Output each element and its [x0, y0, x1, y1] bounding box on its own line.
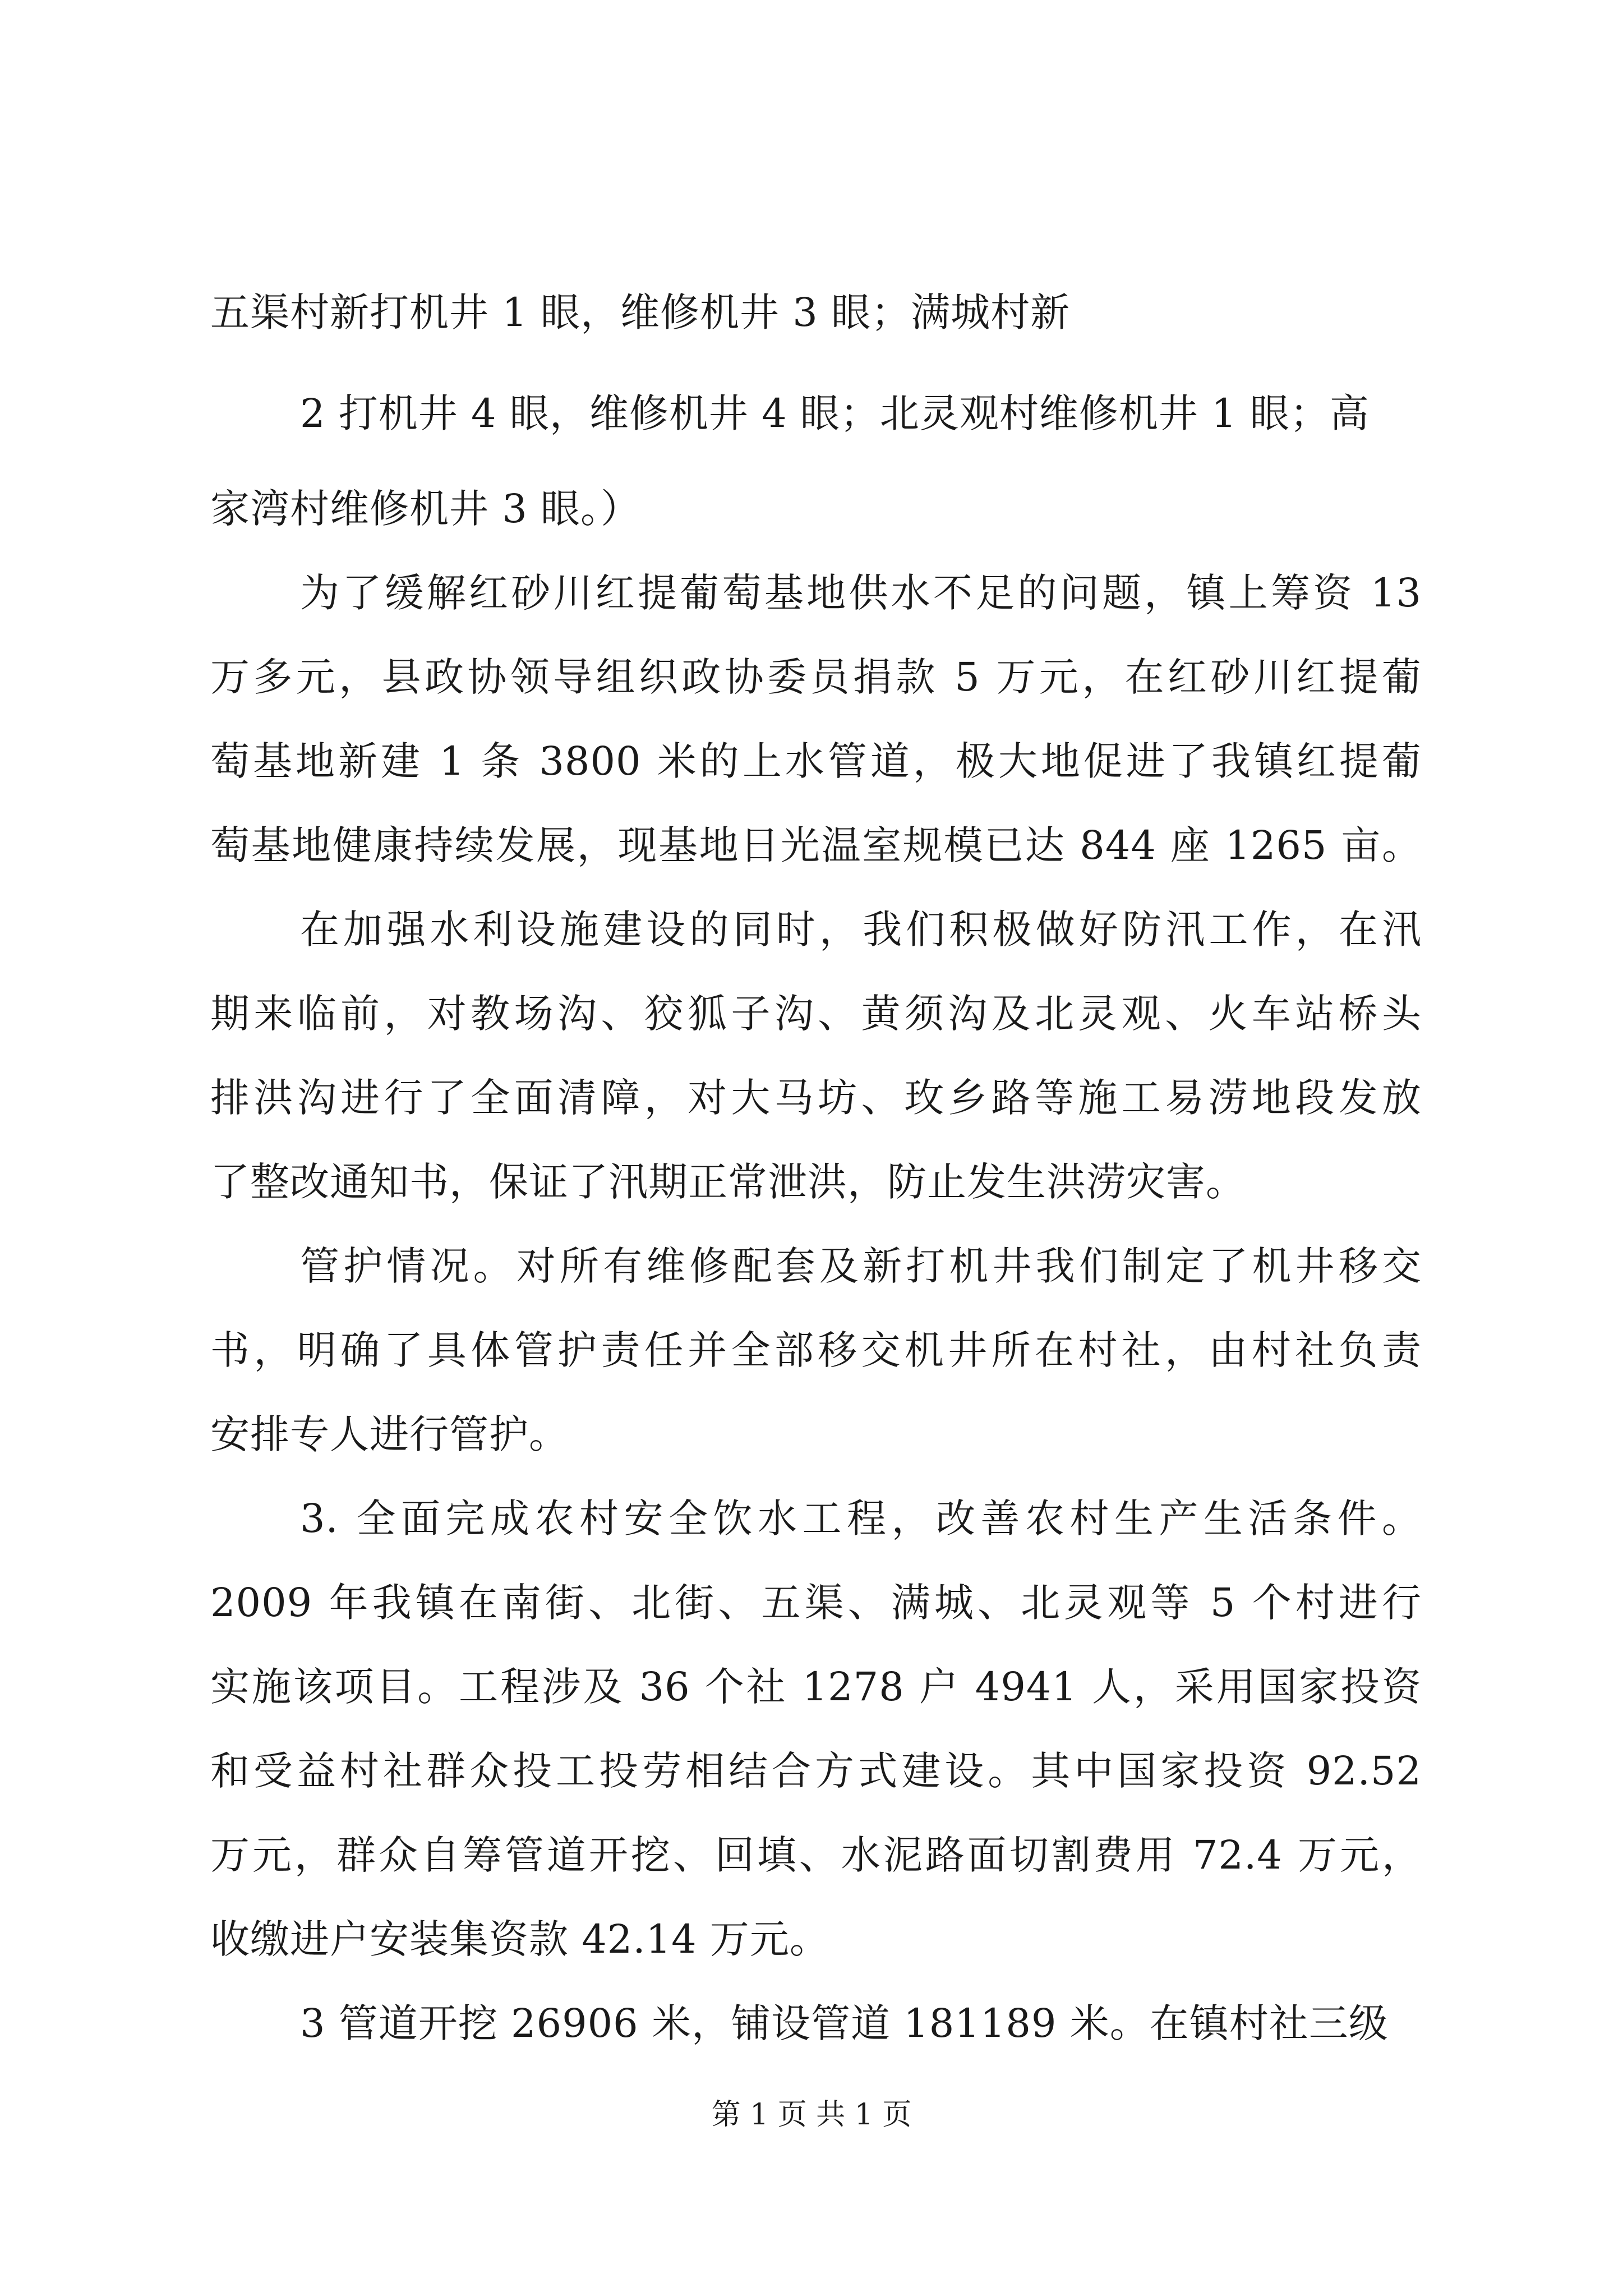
text-line-18: 和受益村社群众投工投劳相结合方式建设。其中国家投资 92.52 — [210, 1748, 1422, 1794]
text-line-7: 萄基地健康持续发展，现基地日光温室规模已达 844 座 1265 亩。 — [210, 822, 1422, 868]
text-line-13: 书，明确了具体管护责任并全部移交机井所在村社，由村社负责 — [210, 1327, 1422, 1373]
text-line-15: 3. 全面完成农村安全饮水工程，改善农村生产生活条件。 — [300, 1496, 1422, 1542]
text-line-11: 了整改通知书，保证了汛期正常泄洪，防止发生洪涝灾害。 — [210, 1159, 1246, 1205]
text-line-6: 萄基地新建 1 条 3800 米的上水管道，极大地促进了我镇红提葡 — [210, 738, 1422, 784]
text-line-4: 为了缓解红砂川红提葡萄基地供水不足的问题，镇上筹资 13 — [300, 570, 1422, 616]
text-line-5: 万多元，县政协领导组织政协委员捐款 5 万元，在红砂川红提葡 — [210, 654, 1422, 700]
text-line-10: 排洪沟进行了全面清障，对大马坊、玫乡路等施工易涝地段发放 — [210, 1075, 1422, 1121]
text-line-3: 家湾村维修机井 3 眼。） — [210, 486, 641, 532]
text-line-1: 五渠村新打机井 1 眼，维修机井 3 眼；满城村新 — [210, 289, 1071, 335]
text-line-9: 期来临前，对教场沟、狡狐子沟、黄须沟及北灵观、火车站桥头 — [210, 991, 1422, 1037]
text-line-8: 在加强水利设施建设的同时，我们积极做好防汛工作，在汛 — [300, 907, 1422, 953]
text-line-2: 2 打机井 4 眼，维修机井 4 眼；北灵观村维修机井 1 眼；高 — [300, 390, 1370, 436]
text-line-12: 管护情况。对所有维修配套及新打机井我们制定了机井移交 — [300, 1243, 1422, 1289]
text-line-14: 安排专人进行管护。 — [210, 1411, 569, 1457]
text-line-17: 实施该项目。工程涉及 36 个社 1278 户 4941 人，采用国家投资 — [210, 1664, 1422, 1710]
text-line-20: 收缴进户安装集资款 42.14 万元。 — [210, 1916, 829, 1962]
text-line-16: 2009 年我镇在南街、北街、五渠、满城、北灵观等 5 个村进行 — [210, 1580, 1422, 1626]
text-line-21: 3 管道开挖 26906 米，铺设管道 181189 米。在镇村社三级 — [300, 2000, 1389, 2046]
page-footer: 第 1 页 共 1 页 — [711, 2098, 912, 2132]
text-line-19: 万元，群众自筹管道开挖、回填、水泥路面切割费用 72.4 万元， — [210, 1832, 1422, 1878]
